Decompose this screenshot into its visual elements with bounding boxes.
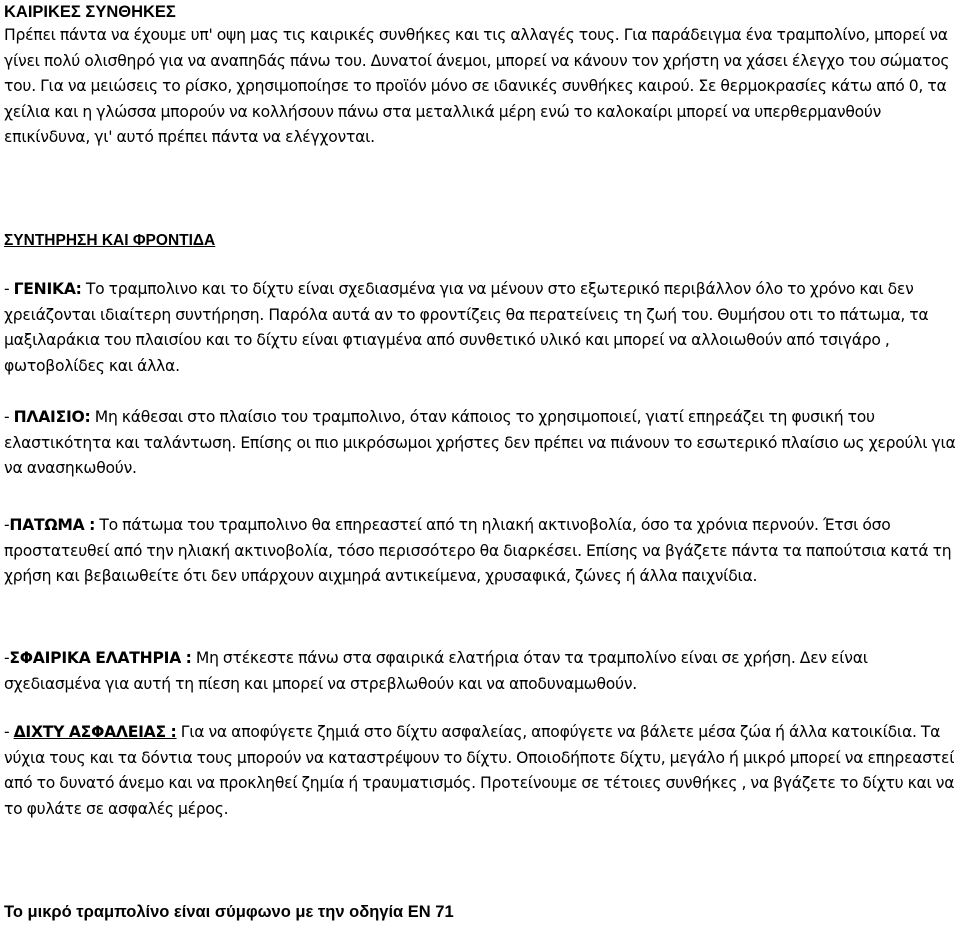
general-prefix: - [4, 280, 14, 298]
general-paragraph [4, 277, 960, 379]
floor-prefix: - [4, 516, 10, 534]
general-section [4, 277, 960, 379]
frame-section [4, 405, 960, 482]
springs-section [4, 646, 960, 697]
general-text: Το τραμπολινο και το δίχτυ είναι σχεδιασμένα για να μένουν στο εξωτερικό περιβάλλον όλο το χρόνο και δεν χρειάζονται ιδιαίτερη συντήρηση. Παρόλα αυτά αν το φροντίζεις θα περατείνεις τη ζωή του. Θυμήσου οτι το πάτωμα, τα μαξιλαράκια του πλαισίου και το δίχτυ είναι φτιαγμένα από συνθετικό υλικό και μπορεί να αλλοιωθούν από τσιγάρο , φωτοβολίδες και άλλα. [4, 280, 929, 375]
floor-paragraph [4, 513, 960, 590]
weather-section [4, 0, 960, 151]
net-prefix: - [4, 723, 14, 741]
springs-paragraph [4, 646, 960, 697]
floor-section [4, 513, 960, 590]
net-text: Για να αποφύγετε ζημιά στο δίχτυ ασφαλείας, αποφύγετε να βάλετε μέσα ζώα ή άλλα κατοικίδια. Τα νύχια τους και τα δόντια τους μπορούν να καταστρέψουν το δίχτυ. Οποιοδήποτε δίχτυ, μεγάλο ή μικρό μπορεί να επηρεαστεί από το δυνατό άνεμο και να προκληθεί ζημία ή τραυματισμός. Προτείνουμε σε τέτοιες συνθήκες , να βγάζετε το δίχτυ και να το φυλάτε σε ασφαλές μέρος. [4, 723, 955, 818]
frame-text: Μη κάθεσαι στο πλαίσιο του τραμπολινο, όταν κάποιος το χρησιμοποιεί, γιατί επηρεάζει τη φυσική του ελαστικότητα και ταλάντωση. Επίσης οι πιο μικρόσωμοι χρήστες δεν πρέπει να πιάνουν το εσωτερικό πλαίσιο ως χερούλι για να ανασηκωθούν. [4, 408, 956, 478]
frame-prefix: - [4, 408, 14, 426]
springs-text: Μη στέκεστε πάνω στα σφαιρικά ελατήρια όταν τα τραμπολίνο είναι σε χρήση. Δεν είναι σχεδιασμένα για αυτή τη πίεση και μπορεί να στρεβλωθούν και να αποδυναμωθούν. [4, 649, 868, 693]
frame-label: ΠΛΑΙΣΙΟ: [13, 408, 91, 426]
springs-prefix: - [4, 649, 10, 667]
floor-label: ΠΑΤΩΜΑ : [9, 516, 96, 534]
net-paragraph [4, 720, 960, 822]
maintenance-title: ΣΥΝΤΗΡΗΣΗ ΚΑΙ ΦΡΟΝΤΙΔΑ [4, 232, 216, 249]
general-label: ΓΕΝΙΚΑ: [13, 280, 82, 298]
floor-text: Το πάτωμα του τραμπολινο θα επηρεαστεί από τη ηλιακή ακτινοβολία, όσο τα χρόνια περνούν. Έτσι όσο προστατευθεί από την ηλιακή ακτινοβολία, τόσο περισσότερο θα διαρκέσει. Επίσης να βγάζετε πάντα τα παπούτσια κατά τη χρήση και βεβαιωθείτε ότι δεν υπάρχουν αιχμηρά αντικείμενα, χρυσαφικά, ζώνες ή άλλα παιχνίδια. [4, 516, 952, 586]
frame-paragraph [4, 405, 960, 482]
net-label: ΔΙΧΤΥ ΑΣΦΑΛΕΙΑΣ : [13, 723, 177, 741]
compliance-footer: Το μικρό τραμπολίνο είναι σύμφωνο με την οδηγία EN 71 [4, 903, 454, 921]
weather-text: Πρέπει πάντα να έχουμε υπ' οψη μας τις καιρικές συνθήκες και τις αλλαγές τους. Για παράδειγμα ένα τραμπολίνο, μπορεί να γίνει πολύ ολισθηρό για να αναπηδάς πάνω του. Δυνατοί άνεμοι, μπορεί να κάνουν τον χρήστη να χάσει έλεγχο του σώματος του. Για να μειώσεις το ρίσκο, χρησιμοποίησε το προϊόν μόνο σε ιδανικές συνθήκες καιρού. Σε θερμοκρασίες κάτω από 0, τα χείλια και η γλώσσα μπορούν να κολλήσουν πάνω στα μεταλλικά μέρη ενώ το καλοκαίρι μπορεί να υπερθερμανθούν επικίνδυνα, γι' αυτό πρέπει πάντα να ελέγχονται. [4, 26, 950, 147]
net-section [4, 720, 960, 822]
weather-title: ΚΑΙΡΙΚΕΣ ΣΥΝΘΗΚΕΣ [4, 3, 176, 21]
springs-label: ΣΦΑΙΡΙΚΑ ΕΛΑΤΗΡΙΑ : [9, 649, 192, 667]
